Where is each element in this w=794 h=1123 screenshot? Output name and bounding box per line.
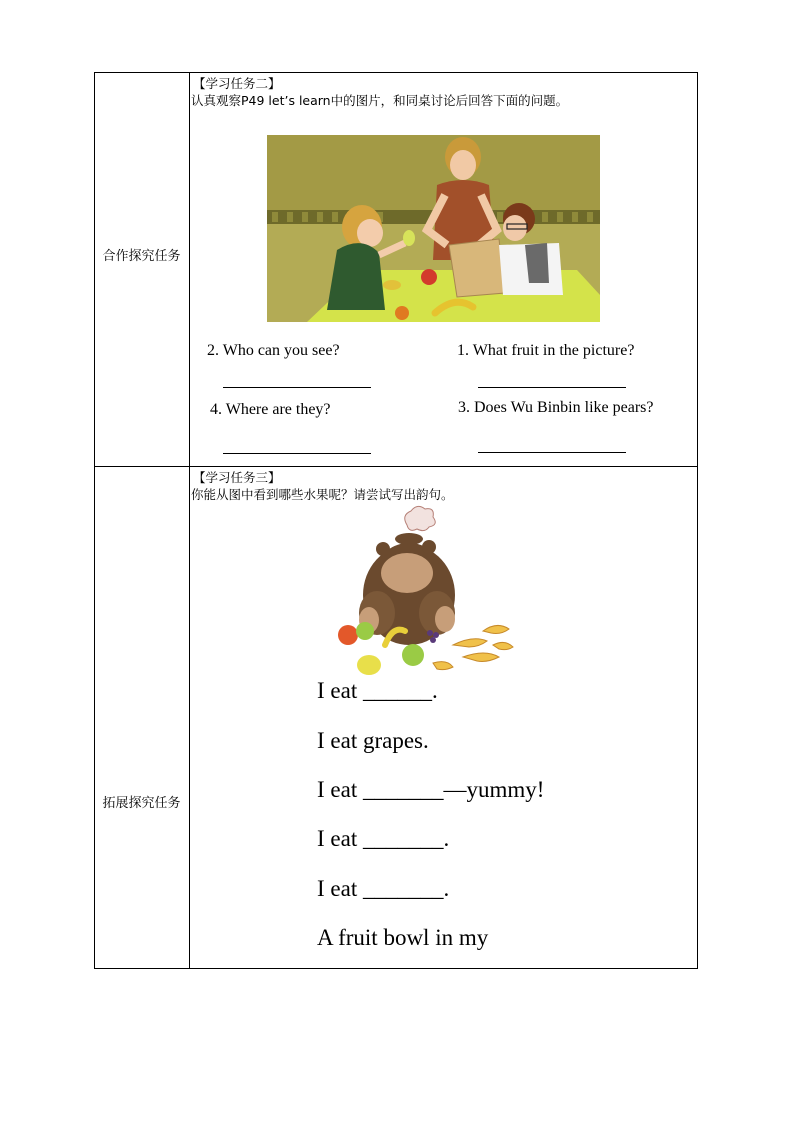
classroom-fruit-scene-image — [267, 135, 600, 322]
rhyme-line-3: I eat _______—yummy! — [317, 777, 545, 802]
bear-with-fruit-image — [333, 505, 518, 677]
question-2: 2. Who can you see? — [207, 342, 340, 359]
answer-line-1[interactable] — [478, 387, 626, 388]
question-4: 4. Where are they? — [210, 401, 331, 418]
task-instruction-3: 你能从图中看到哪些水果呢？请尝试写出韵句。 — [191, 487, 454, 502]
rhyme-line-4: I eat _______. — [317, 826, 450, 851]
answer-line-4[interactable] — [223, 453, 371, 454]
rhyme-line-6: A fruit bowl in my — [317, 925, 489, 950]
task-title-3: 【学习任务三】 — [193, 470, 281, 485]
rhyme-line-1: I eat ______. — [317, 678, 438, 703]
task-instruction-2: 认真观察P49 let’s learn中的图片，和同桌讨论后回答下面的问题。 — [191, 93, 569, 108]
task-title-2: 【学习任务二】 — [193, 76, 281, 91]
question-1: 1. What fruit in the picture? — [457, 342, 635, 359]
row-label-cooperative: 合作探究任务 — [102, 249, 181, 264]
answer-line-2[interactable] — [223, 387, 371, 388]
question-3: 3. Does Wu Binbin like pears? — [458, 399, 654, 416]
rhyme-line-2: I eat grapes. — [317, 728, 429, 753]
row-label-extension: 拓展探究任务 — [102, 796, 181, 811]
rhyme-line-5: I eat _______. — [317, 876, 450, 901]
answer-line-3[interactable] — [478, 452, 626, 453]
column-divider — [189, 72, 190, 969]
row-divider — [94, 466, 698, 467]
